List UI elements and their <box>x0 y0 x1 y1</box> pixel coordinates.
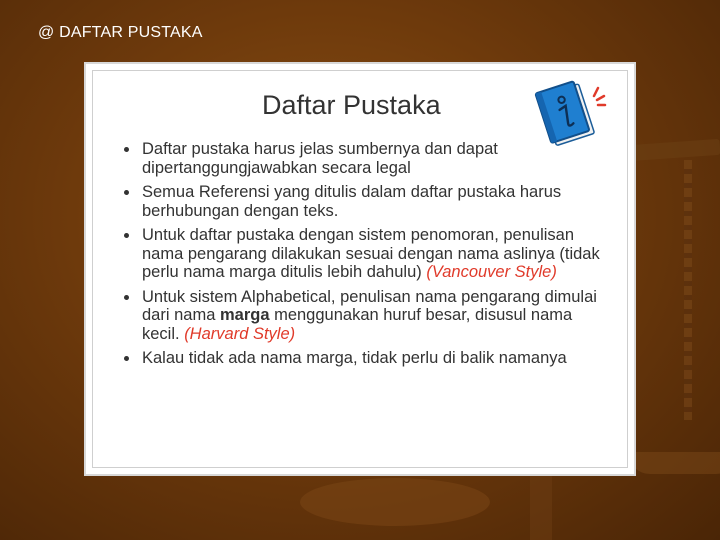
scale-beam-decoration <box>628 139 720 161</box>
bullet-dot <box>124 147 129 152</box>
slide-title: Daftar Pustaka <box>262 90 441 120</box>
bullet-dot <box>124 356 129 361</box>
bullet-text: Daftar pustaka harus jelas sumbernya dan dapat dipertanggungjawabkan secara legal <box>142 140 498 177</box>
list-item <box>120 183 600 220</box>
book-info-icon <box>534 74 610 150</box>
list-item <box>120 140 600 177</box>
bullet-text-continued: menggunakan huruf besar, disusul nama kecil. <box>142 306 573 343</box>
header-title: @ DAFTAR PUSTAKA <box>38 24 203 41</box>
scale-pillar-decoration <box>530 470 552 540</box>
list-item <box>120 288 600 344</box>
bullet-text: Untuk sistem Alphabetical, penulisan nama pengarang dimulai dari nama <box>142 287 597 324</box>
bullet-text: Untuk daftar pustaka dengan sistem penomoran, penulisan nama pengarang dilakukan sesuai dengan nama aslinya (tidak perlu nama marga ditulis lebih dahulu) <box>142 226 600 281</box>
bullet-text: Kalau tidak ada nama marga, tidak perlu di balik namanya <box>142 349 567 367</box>
bullet-list <box>120 140 600 374</box>
harvard-style-label: (Harvard Style) <box>184 324 296 343</box>
bullet-dot <box>124 295 129 300</box>
list-item <box>120 226 600 282</box>
scale-bowl-decoration <box>300 478 490 526</box>
vancouver-style-label: (Vancouver Style) <box>426 263 557 281</box>
scale-pan-decoration <box>628 452 720 474</box>
bullet-text: Semua Referensi yang ditulis dalam daftar pustaka harus berhubungan dengan teks. <box>142 183 562 220</box>
bullet-dot <box>124 190 129 195</box>
slide-panel <box>84 62 636 476</box>
bullet-dot <box>124 233 129 238</box>
bold-word-marga: marga <box>219 306 270 324</box>
list-item <box>120 349 600 368</box>
scale-chain-decoration <box>684 160 692 420</box>
